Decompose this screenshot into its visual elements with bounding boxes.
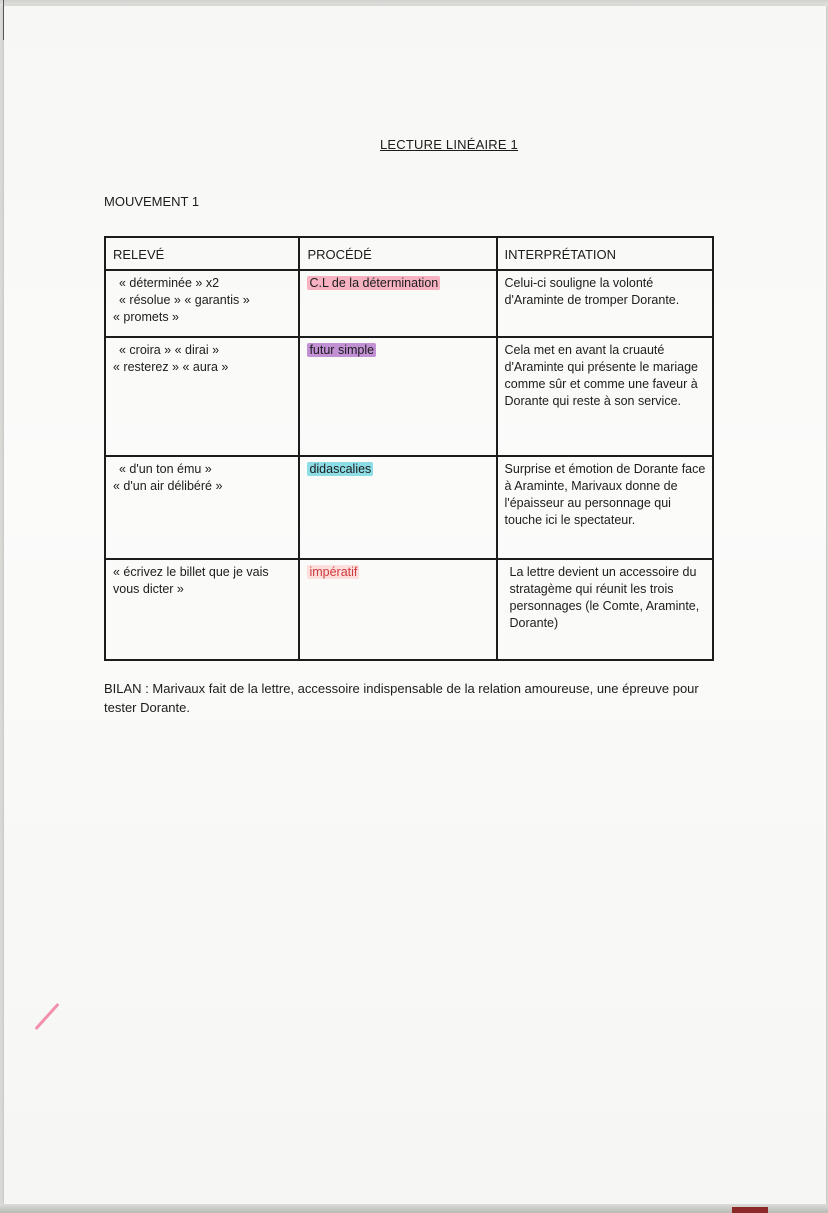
cell-releve xyxy=(105,337,299,456)
cell-procede xyxy=(299,270,496,337)
bilan-label: BILAN xyxy=(104,681,142,696)
procede-highlight: impératif xyxy=(309,565,358,579)
releve-line: « promets » xyxy=(113,310,180,324)
cell-interpretation: Celui-ci souligne la volonté d'Araminte de tromper Dorante. xyxy=(497,270,713,337)
cell-interpretation: Surprise et émotion de Dorante face à Araminte, Marivaux donne de l'épaisseur au personnage qui touche ici le spectateur. xyxy=(497,456,713,559)
page-title: LECTURE LINÉAIRE 1 xyxy=(380,137,518,152)
releve-line: « déterminée » x2 xyxy=(119,276,220,290)
cell-interpretation: La lettre devient un accessoire du stratagème qui réunit les trois personnages (le Comte, Araminte, Dorante) xyxy=(497,559,713,660)
releve-line: « d'un air délibéré » xyxy=(113,479,223,493)
scan-bottom-edge xyxy=(0,1204,828,1213)
analysis-table xyxy=(104,236,714,661)
cell-procede xyxy=(299,559,496,660)
header-releve: RELEVÉ xyxy=(105,237,299,270)
table-header-row xyxy=(105,237,713,270)
procede-highlight: futur simple xyxy=(309,343,375,357)
scan-left-edge xyxy=(3,0,4,40)
releve-line: « d'un ton ému » xyxy=(119,462,212,476)
releve-line: « écrivez le billet que je vais vous dicter » xyxy=(113,565,269,596)
bilan-text: : Marivaux fait de la lettre, accessoire indispensable de la relation amoureuse, une épreuve pour tester Dorante. xyxy=(104,681,699,715)
header-procede: PROCÉDÉ xyxy=(299,237,496,270)
movement-heading: MOUVEMENT 1 xyxy=(104,194,200,209)
procede-highlight: didascalies xyxy=(309,462,372,476)
header-interpretation: INTERPRÉTATION xyxy=(497,237,713,270)
cell-releve xyxy=(105,270,299,337)
cell-releve xyxy=(105,456,299,559)
cell-procede xyxy=(299,456,496,559)
releve-line: « résolue » « garantis » xyxy=(119,293,250,307)
table-row xyxy=(105,559,713,660)
procede-highlight: C.L de la détermination xyxy=(309,276,439,290)
table-row xyxy=(105,270,713,337)
cell-interpretation: Cela met en avant la cruauté d'Araminte qui présente le mariage comme sûr et comme une faveur à Dorante qui reste à son service. xyxy=(497,337,713,456)
cell-releve xyxy=(105,559,299,660)
table-row xyxy=(105,456,713,559)
binder-mark xyxy=(732,1207,768,1213)
table-row xyxy=(105,337,713,456)
bilan-paragraph xyxy=(104,679,724,717)
cell-procede xyxy=(299,337,496,456)
releve-line: « croira » « dirai » xyxy=(119,343,220,357)
releve-line: « resterez » « aura » xyxy=(113,360,229,374)
